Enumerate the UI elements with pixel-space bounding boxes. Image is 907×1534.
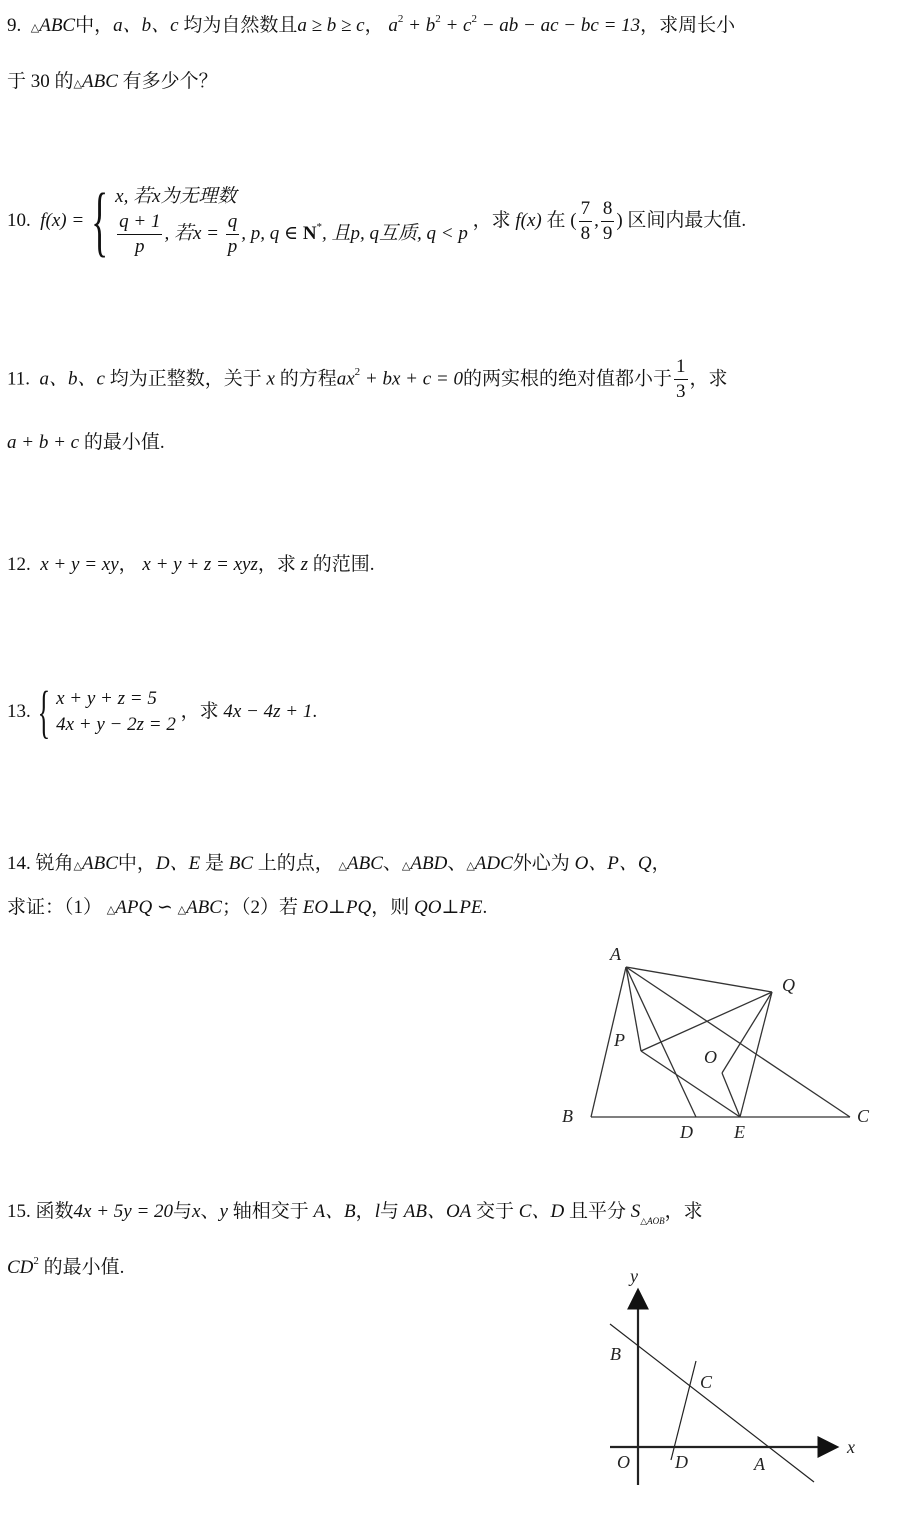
text: 的方程 (279, 368, 337, 390)
math: f(x) (515, 210, 542, 231)
numerator: 7 (579, 197, 593, 222)
text: 上的点， (257, 853, 334, 874)
coordinate-figure-15 (590, 1260, 870, 1500)
problem-14-line-2 (7, 896, 487, 922)
subscript: △AOB (640, 1216, 665, 1226)
fraction (226, 210, 240, 259)
superscript: 2 (435, 13, 441, 25)
text: ，则 (371, 897, 410, 918)
denominator: 8 (580, 222, 591, 244)
text: 、 (382, 853, 402, 874)
svg-text:O: O (704, 1047, 717, 1067)
svg-text:E: E (734, 1122, 745, 1142)
svg-text:A: A (754, 1454, 765, 1474)
fraction (117, 210, 162, 259)
text: ) 区间内最大值. (616, 210, 747, 231)
problem-9-line-2 (7, 70, 218, 96)
text: 函数 (35, 1201, 74, 1222)
text: 有多少个？ (122, 71, 218, 92)
text: ，求 (664, 1201, 703, 1222)
fraction-7-8 (579, 197, 593, 246)
problem-number: 9. (7, 15, 22, 36)
svg-text:B: B (610, 1344, 621, 1364)
denominator: 9 (602, 222, 613, 244)
text: ，求 (257, 554, 296, 575)
text: 在 ( (546, 210, 577, 231)
text: 求证：（1） (7, 897, 103, 918)
problem-14-line-1 (7, 852, 671, 878)
text: 中， (75, 15, 114, 36)
problem-number: 14. (7, 853, 31, 874)
function-lhs: f(x) = (40, 210, 85, 231)
math: EO⊥PQ (302, 897, 372, 918)
numerator: q + 1 (117, 210, 162, 235)
math: , 若x = (164, 222, 219, 244)
y-axis-label: y (630, 1266, 638, 1286)
problem-13 (7, 679, 318, 744)
math: D、E (155, 853, 201, 874)
math: O、P、Q (574, 853, 652, 874)
text: 的范围. (312, 554, 375, 575)
superscript: 2 (397, 13, 404, 25)
triangle-symbol: △ (30, 22, 40, 34)
svg-text:C: C (857, 1106, 870, 1126)
math: 4x − 4z + 1 (223, 701, 313, 722)
text: 均为自然数且 (183, 15, 298, 36)
text: ， (651, 853, 671, 874)
math: 4x + 5y = 20 (73, 1201, 174, 1222)
math: , p, q ∈ (241, 222, 303, 244)
text: 轴相交于 (232, 1201, 309, 1222)
problem-number: 11. (7, 368, 31, 390)
svg-text:P: P (614, 1030, 625, 1050)
problem-15-line-1 (7, 1200, 703, 1224)
math: QO⊥PE (414, 897, 483, 918)
fraction-1-3 (674, 355, 688, 404)
denominator: 3 (676, 381, 686, 402)
problem-number: 12. (7, 554, 31, 575)
triangle-symbol: △ (177, 904, 187, 916)
problem-9-line-1 (7, 14, 735, 40)
left-brace: { (91, 177, 109, 264)
text: 锐角 (35, 853, 74, 874)
math: y (219, 1201, 228, 1222)
triangle-symbol: △ (401, 860, 411, 872)
denominator: p (227, 235, 238, 257)
text: 的最小值. (83, 432, 165, 453)
text: ， (118, 554, 138, 575)
math: ax (336, 368, 355, 390)
svg-text:Q: Q (782, 975, 795, 995)
svg-text:D: D (680, 1122, 693, 1142)
math: ABD (410, 853, 448, 874)
math: + b (403, 15, 436, 36)
math: x (266, 368, 275, 390)
text: 中， (117, 853, 156, 874)
svg-text:O: O (617, 1452, 630, 1472)
numerator: 8 (601, 197, 615, 222)
text: ， (364, 15, 384, 36)
text: ，求 (472, 210, 511, 231)
svg-text:C: C (700, 1372, 713, 1392)
text: ，求 (180, 701, 219, 722)
triangle-symbol: △ (466, 860, 475, 872)
math-inequality: a ≥ b ≥ c (297, 15, 365, 36)
similar-symbol: ∽ (152, 897, 178, 918)
text: . (482, 897, 488, 918)
math: + bx + c = 0 (360, 368, 463, 390)
svg-text:B: B (562, 1106, 573, 1126)
text: ，求周长小 (640, 15, 736, 36)
numerator: 1 (674, 355, 688, 380)
math: ABC (186, 897, 222, 918)
math: x + y = xy (40, 554, 119, 575)
text: ， (355, 1201, 375, 1222)
text: . (312, 701, 318, 722)
math: APQ (115, 897, 153, 918)
problem-number: 13. (7, 701, 31, 722)
math: AB、OA (403, 1201, 472, 1222)
text: 交于 (476, 1201, 515, 1222)
problem-15-line-2 (7, 1256, 124, 1280)
text: 与 (379, 1201, 399, 1222)
area-symbol: S (630, 1201, 641, 1222)
math: a (388, 15, 398, 36)
denominator: p (135, 235, 145, 257)
math-vars: a、b、c (113, 15, 179, 36)
superscript: 2 (33, 1255, 39, 1267)
case-irrational: x, 若x为无理数 (115, 185, 237, 207)
problem-10: 10. f(x) = { x, 若x为无理数 $\frac{q + 1}{p}$ , 若x = $\frac{q}{p}$ , p, q ∈ N*, 且p, q互质, q < p ，求 f(x) 在 ( $\frac{7}{8}$ , $\frac{8}{9}$ ) 区间内最大值. (7, 177, 747, 264)
problem-number: 10. (7, 210, 31, 231)
triangle-symbol: △ (73, 860, 82, 872)
superscript: 2 (471, 13, 477, 25)
naturals-symbol: N (302, 222, 317, 244)
superscript: * (316, 220, 323, 233)
math: BC (228, 853, 254, 874)
math: , 且p, q互质, q < p (322, 222, 468, 244)
equation-1: x + y + z = 5 (56, 688, 157, 709)
equation-2: 4x + y − 2z = 2 (56, 714, 176, 735)
problem-12 (7, 553, 375, 577)
math-abc: ABC (81, 71, 118, 92)
text: 外心为 (512, 853, 570, 874)
fraction-8-9 (601, 197, 615, 246)
case-rational (115, 210, 468, 259)
math: + c (440, 15, 472, 36)
math: a、b、c (39, 368, 105, 390)
problem-11-line-1 (7, 355, 728, 404)
text: ；（2）若 (221, 897, 298, 918)
text: 于 30 的 (7, 71, 74, 92)
left-brace: { (37, 679, 50, 744)
text: ，求 (689, 368, 728, 390)
svg-text:A: A (610, 944, 621, 964)
text: 、 (200, 1201, 220, 1222)
problem-number: 15. (7, 1201, 31, 1222)
geometry-figure-14 (550, 935, 890, 1150)
text: 均为正整数，关于 (109, 368, 262, 390)
triangle-symbol: △ (106, 904, 116, 916)
math: CD (7, 1257, 34, 1278)
numerator: q (226, 210, 240, 235)
math: ABC (81, 853, 118, 874)
x-axis-label: x (847, 1437, 855, 1457)
superscript: 2 (354, 365, 361, 378)
text: 且平分 (568, 1201, 626, 1222)
math: l (374, 1201, 380, 1222)
math-abc: ABC (39, 15, 76, 36)
text: 的最小值. (43, 1257, 125, 1278)
math: ADC (474, 853, 513, 874)
triangle-symbol: △ (73, 78, 82, 90)
math: a + b + c (7, 432, 80, 453)
text: 、 (447, 853, 467, 874)
math: A、B (313, 1201, 356, 1222)
math: − ab − ac − bc = 13 (476, 15, 641, 36)
svg-text:D: D (675, 1452, 688, 1472)
text: 是 (204, 853, 224, 874)
equation-system (56, 686, 176, 738)
math: ABC (347, 853, 383, 874)
text: 与 (173, 1201, 193, 1222)
piecewise-cases (115, 184, 468, 259)
text: 的两实根的绝对值都小于 (462, 368, 672, 390)
triangle-symbol: △ (338, 860, 347, 872)
math: z (300, 554, 309, 575)
problem-11-line-2 (7, 431, 165, 455)
math: x + y + z = xyz (142, 554, 258, 575)
math: x (192, 1201, 201, 1222)
math: C、D (518, 1201, 565, 1222)
